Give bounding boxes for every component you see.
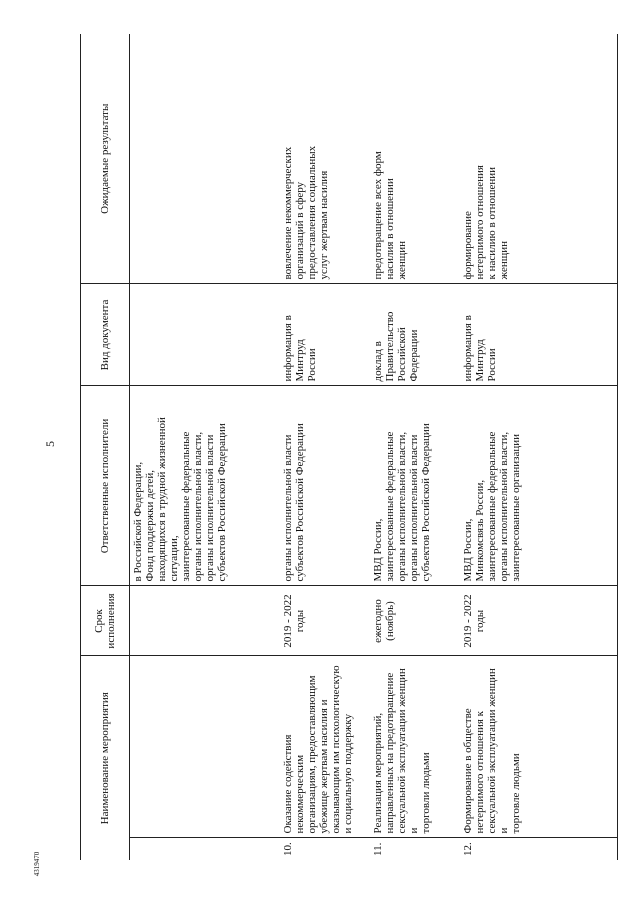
header-doc-type: Вид документа <box>81 284 130 386</box>
action-plan-table <box>80 34 618 860</box>
row-doc-type: информация в Минтруд России <box>280 284 370 386</box>
row-name: Реализация мероприятий, направленных на предотвращение сексуальной эксплуатации женщин и торговли людьми <box>370 656 460 838</box>
row-term: 2019 - 2022 годы <box>280 586 370 656</box>
row-number: 12. <box>460 838 618 860</box>
rotated-table-container <box>80 34 618 860</box>
header-term: Срок исполнения <box>81 586 130 656</box>
table-row <box>370 34 460 860</box>
row-executors: МВД России, Минкомсвязь России, заинтересованные федеральные органы исполнительной власти, заинтересованные организации <box>460 386 618 586</box>
row-name <box>130 656 280 838</box>
header-name: Наименование мероприятия <box>81 656 130 860</box>
table-header-row <box>81 34 130 860</box>
row-results: формирование нетерпимого отношения к насилию в отношении женщин <box>460 34 618 284</box>
row-results: вовлечение некоммерческих организаций в сферу предоставления социальных услуг жертвам насилия <box>280 34 370 284</box>
row-doc-type: информация в Минтруд России <box>460 284 618 386</box>
row-executors: органы исполнительной власти субъектов Российской Федерации <box>280 386 370 586</box>
document-code: 4319470 <box>33 851 41 877</box>
row-term <box>130 586 280 656</box>
table-row <box>130 34 280 860</box>
row-term: 2019 - 2022 годы <box>460 586 618 656</box>
row-results: предотвращение всех форм насилия в отношении женщин <box>370 34 460 284</box>
row-term: ежегодно (ноябрь) <box>370 586 460 656</box>
row-doc-type: доклад в Правительство Российской Федерации <box>370 284 460 386</box>
header-executors: Ответственные исполнители <box>81 386 130 586</box>
row-executors: в Российской Федерации, Фонд поддержки детей, находящихся в трудной жизненной ситуации, заинтересованные федеральные органы исполнительной власти, органы исполнительной власти субъектов Российской Федерации <box>130 386 280 586</box>
row-number: 10. <box>281 842 294 856</box>
header-results: Ожидаемые результаты <box>81 34 130 284</box>
row-number: 11. <box>371 842 384 856</box>
row-doc-type <box>130 284 280 386</box>
page-number: 5 <box>43 441 57 447</box>
row-executors: МВД России, заинтересованные федеральные органы исполнительной власти, органы исполнительной власти субъектов Российской Федерации <box>370 386 460 586</box>
row-number <box>130 838 280 860</box>
table-row <box>460 34 618 860</box>
row-name: Формирование в обществе нетерпимого отношения к сексуальной эксплуатации женщин и торговле людьми <box>460 656 618 838</box>
row-name: Оказание содействия некоммерческим организациям, предоставляющим убежище жертвам насилия и оказывающим им психологическую и социальную поддержку <box>280 656 370 838</box>
table-row <box>280 34 370 860</box>
row-results <box>130 34 280 284</box>
